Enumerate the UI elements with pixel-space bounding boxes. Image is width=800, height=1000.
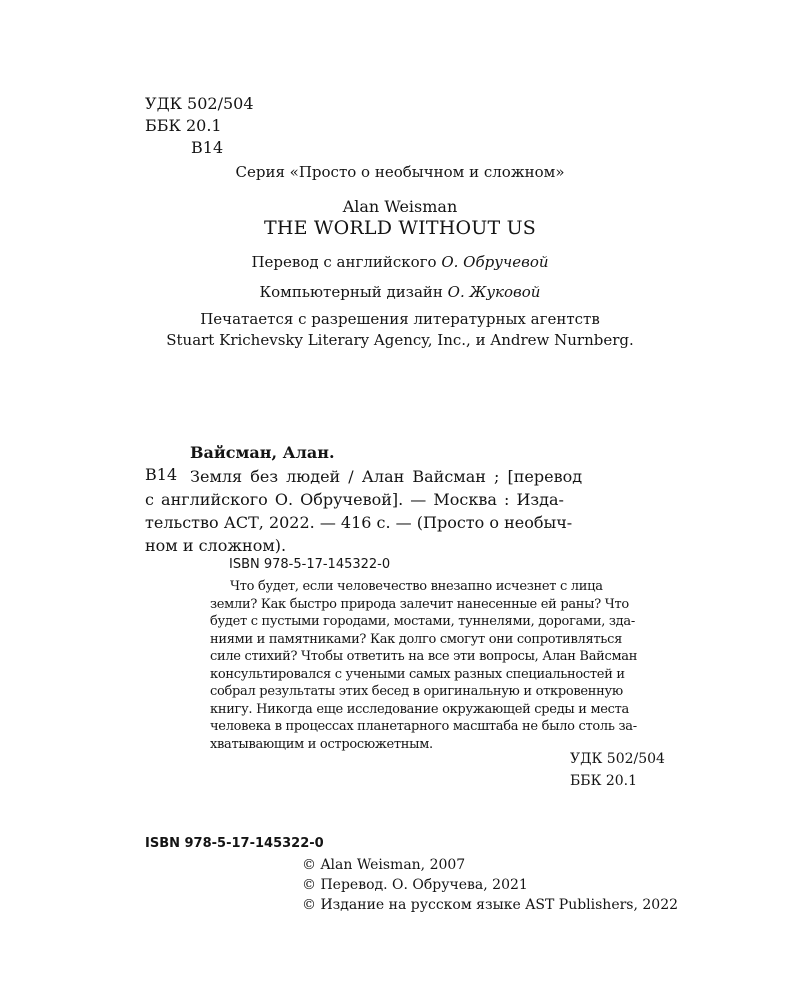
copyright-line: © Издание на русском языке AST Publishers, 2022 [302,897,679,913]
original-title: THE WORLD WITHOUT US [263,217,537,239]
catalog-author-heading: Вайсман, Алан. [190,443,335,462]
annotation-line: собрал результаты этих бесед в оригинальную и откровенную [210,684,623,699]
catalog-entry [145,465,690,557]
permission-line-2: Stuart Krichevsky Literary Agency, Inc., и Andrew Nurnberg. [166,331,634,349]
series-line: Серия «Просто о необычном и сложном» [235,163,565,181]
catalog-udk: УДК 502/504 [570,751,665,767]
annotation-line: силе стихий? Чтобы ответить на все эти вопросы, Алан Вайсман [210,649,638,664]
catalog-entry-line: с английского О. Обручевой]. — Москва : Изда- [145,490,564,509]
catalog-entry-line: ном и сложном). [145,536,287,555]
annotation [210,578,690,753]
annotation-line: Что будет, если человечество внезапно исчезнет с лица [230,579,603,594]
annotation-line: человека в процессах планетарного масштаба не было столь за- [210,719,637,734]
catalog-entry-line: тельство АСТ, 2022. — 416 с. — (Просто о необыч- [145,513,573,532]
annotation-line: будет с пустыми городами, мостами, туннелями, дорогами, зда- [210,614,635,629]
annotation-line: хватывающим и остросюжетным. [210,736,433,752]
annotation-line: ниями и памятниками? Как долго смогут они сопротивляться [210,631,622,647]
catalog-entry-line: Земля без людей / Алан Вайсман ; [перевод [190,467,583,486]
design-credit [0,283,800,301]
design-label: Компьютерный дизайн [259,283,443,301]
catalog-mark: В14 [145,465,178,484]
annotation-line: книгу. Никогда еще исследование окружающей среды и места [210,701,629,717]
bbk-code: ББК 20.1 [145,116,222,135]
footer-isbn: ISBN 978-5-17-145322-0 [145,836,324,851]
translation-credit [0,253,800,271]
annotation-line: земли? Как быстро природа залечит нанесенные ей раны? Что [210,596,629,612]
permission-line-1: Печатается с разрешения литературных агентств [200,310,600,328]
translation-label: Перевод с английского [251,253,437,271]
copyright-line: © Перевод. О. Обручева, 2021 [302,877,528,893]
annotation-line: консультировался с учеными самых разных специальностей и [210,666,625,682]
copyright-line: © Alan Weisman, 2007 [302,857,466,873]
translator-name: О. Обручевой [441,253,549,271]
udk-code: УДК 502/504 [145,94,254,113]
catalog-bbk: ББК 20.1 [570,773,638,789]
catalog-isbn: ISBN 978-5-17-145322-0 [229,557,391,572]
designer-name: О. Жуковой [447,283,541,301]
original-author: Alan Weisman [342,197,458,216]
author-mark: В14 [191,138,224,157]
